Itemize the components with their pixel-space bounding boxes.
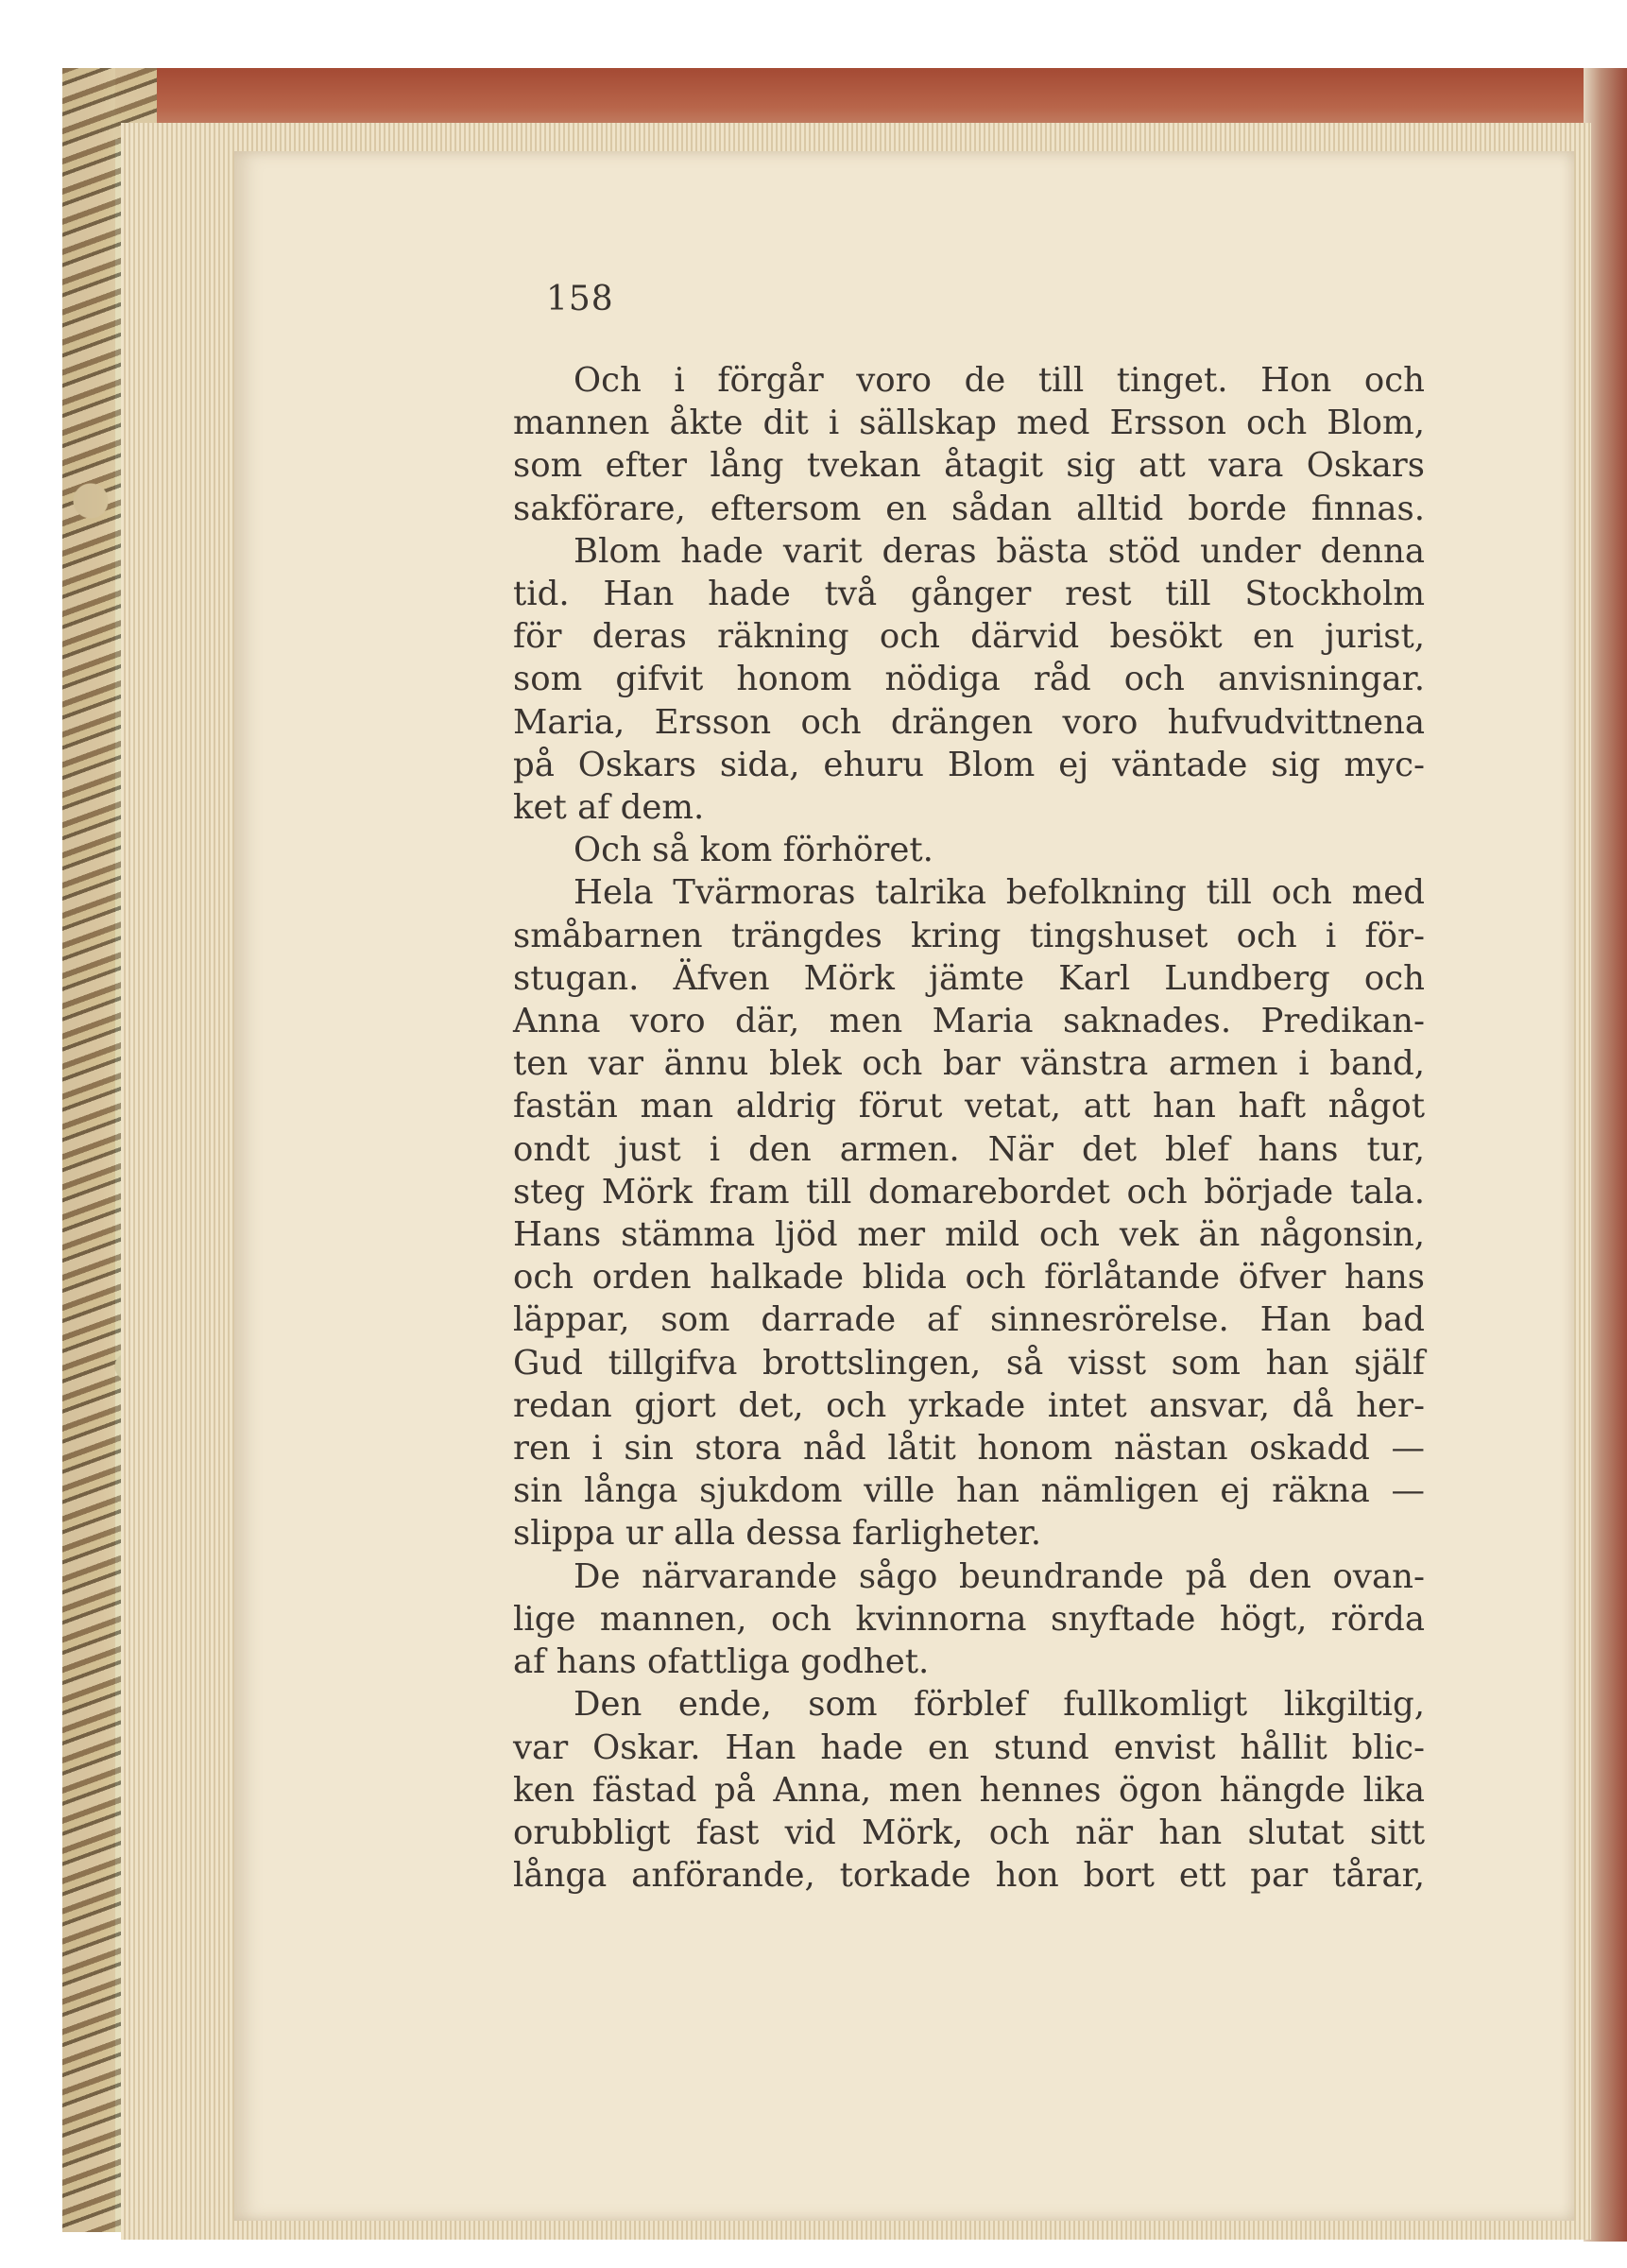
text-line: Anna voro där, men Maria saknades. Predikan- <box>513 1002 1425 1041</box>
text-line: och orden halkade blida och förlåtande öfver hans <box>513 1258 1425 1297</box>
text-line: ken fästad på Anna, men hennes ögon hängde lika <box>513 1770 1425 1810</box>
text-line: för deras räkning och därvid besökt en jurist, <box>513 617 1425 657</box>
text-line: ket af dem. <box>513 788 705 828</box>
text-line: ren i sin stora nåd låtit honom nästan oskadd — <box>513 1429 1425 1469</box>
text-line: sakförare, eftersom en sådan alltid borde finnas. <box>513 489 1425 528</box>
text-line: som gifvit honom nödiga råd och anvisningar. <box>513 660 1425 699</box>
text-line: stugan. Äfven Mörk jämte Karl Lundberg och <box>513 958 1425 998</box>
text-line: på Oskars sida, ehuru Blom ej väntade sig myc- <box>513 745 1425 784</box>
text-line: ten var ännu blek och bar vänstra armen i band, <box>513 1044 1425 1084</box>
body-text <box>513 359 1425 1897</box>
text-line: Hela Tvärmoras talrika befolkning till och med <box>574 873 1425 913</box>
text-line: slippa ur alla dessa farligheter. <box>513 1514 1042 1554</box>
page-number: 158 <box>546 280 614 318</box>
text-line: var Oskar. Han hade en stund envist hållit blic- <box>513 1727 1425 1767</box>
text-line: Maria, Ersson och drängen voro hufvudvittnena <box>513 702 1425 742</box>
text-line: Den ende, som förblef fullkomligt likgiltig, <box>574 1685 1425 1725</box>
text-line: Blom hade varit deras bästa stöd under denna <box>574 531 1425 571</box>
text-line: ondt just i den armen. När det blef hans tur, <box>513 1129 1425 1169</box>
text-line: Och i förgår voro de till tinget. Hon och <box>574 361 1425 400</box>
text-line: som efter lång tvekan åtagit sig att vara Oskars <box>513 446 1425 486</box>
text-line: steg Mörk fram till domarebordet och började tala. <box>513 1172 1425 1211</box>
text-line: sin långa sjukdom ville han nämligen ej räkna — <box>513 1471 1425 1511</box>
text-line: Gud tillgifva brottslingen, så visst som han själf <box>513 1343 1425 1383</box>
text-line: orubbligt fast vid Mörk, och när han slutat sitt <box>513 1813 1425 1852</box>
text-line: mannen åkte dit i sällskap med Ersson och Blom, <box>513 404 1425 443</box>
text-line: läppar, som darrade af sinnesrörelse. Han bad <box>513 1300 1425 1340</box>
text-line: tid. Han hade två gånger rest till Stockholm <box>513 575 1425 614</box>
text-line: Och så kom förhöret. <box>574 831 933 870</box>
text-line: fastän man aldrig förut vetat, att han haft något <box>513 1087 1425 1126</box>
text-line: De närvarande sågo beundrande på den ovan- <box>574 1556 1425 1596</box>
text-line: Hans stämma ljöd mer mild och vek än någonsin, <box>513 1215 1425 1255</box>
text-line: af hans ofattliga godhet. <box>513 1642 930 1682</box>
text-line: redan gjort det, och yrkade intet ansvar, då her- <box>513 1385 1425 1425</box>
text-line: småbarnen trängdes kring tingshuset och i för- <box>513 916 1425 955</box>
text-line: lige mannen, och kvinnorna snyftade högt, rörda <box>513 1599 1425 1639</box>
text-line: långa anförande, torkade hon bort ett par tårar, <box>513 1856 1425 1896</box>
